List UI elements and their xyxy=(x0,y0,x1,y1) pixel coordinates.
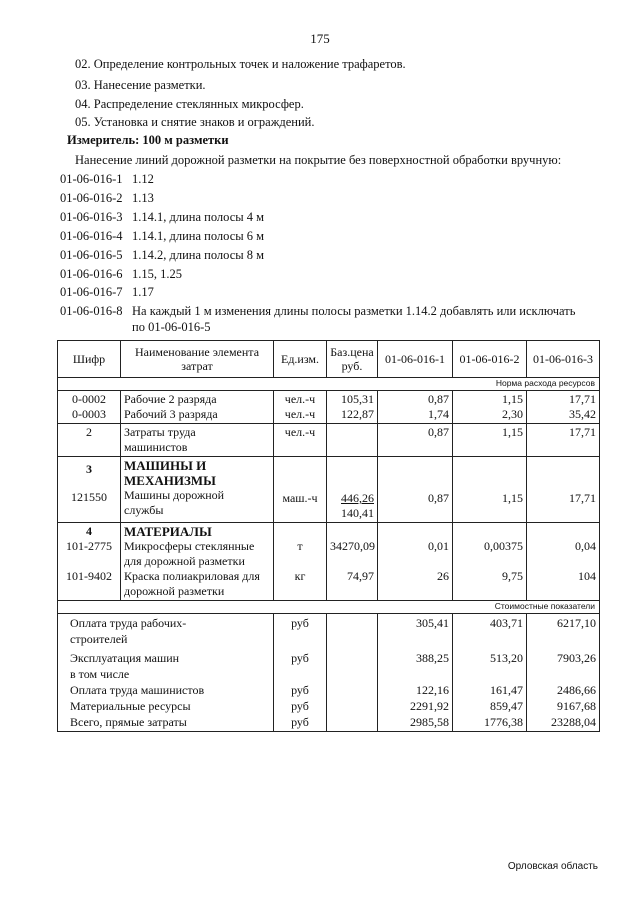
materials-title: МАТЕРИАЛЫ xyxy=(124,524,212,539)
materials-v2 xyxy=(453,523,527,601)
materials-name xyxy=(121,523,274,601)
cost-name-line: Материальные ресурсы xyxy=(70,699,191,713)
cell-v1 xyxy=(378,391,453,424)
cost-name-line: в том числе xyxy=(70,667,130,681)
machinist-v3: 17,71 xyxy=(527,424,600,457)
cost-v2-value: 1776,38 xyxy=(484,715,523,729)
labor-unit: чел.-ч xyxy=(284,392,316,406)
machinist-name xyxy=(121,424,274,457)
labor-v2: 2,30 xyxy=(502,407,523,421)
material-code: 101-2775 xyxy=(66,539,112,553)
labor-v2: 1,15 xyxy=(502,392,523,406)
code-line xyxy=(60,285,154,300)
machines-title: МАШИНЫ И xyxy=(124,458,207,473)
cost-row xyxy=(58,614,600,732)
cost-v3-value: 6217,10 xyxy=(557,616,596,630)
cost-v1 xyxy=(378,614,453,732)
material-name: для дорожной разметки xyxy=(124,554,245,568)
material-v1: 0,01 xyxy=(428,539,449,553)
code-text: На каждый 1 м изменения длины полосы разметки 1.14.2 добавлять или исключать xyxy=(132,304,576,318)
header-col-2: 01-06-016-2 xyxy=(453,341,527,378)
table-row xyxy=(58,424,600,457)
labor-v1: 1,74 xyxy=(428,407,449,421)
machines-title: МЕХАНИЗМЫ xyxy=(124,473,216,488)
machines-name-line: службы xyxy=(124,503,164,517)
header-base-price: Баз.цена руб. xyxy=(327,341,378,378)
cost-name-line: Оплата труда машинистов xyxy=(70,683,205,697)
labor-unit: чел.-ч xyxy=(284,407,316,421)
machinist-price xyxy=(327,424,378,457)
machines-name-line: Машины дорожной xyxy=(124,488,225,502)
cost-name-line: Эксплуатация машин xyxy=(70,651,180,665)
cost-unit-value: руб xyxy=(291,683,309,697)
material-name: Краска полиакриловая для xyxy=(124,569,260,583)
material-unit: кг xyxy=(294,569,306,583)
machines-price-value: 446,26 xyxy=(341,491,374,505)
materials-v1 xyxy=(378,523,453,601)
material-v2: 0,00375 xyxy=(484,539,523,553)
step-03: 03. Нанесение разметки. xyxy=(75,78,206,92)
code-text: 1.12 xyxy=(132,172,154,186)
code-id: 01-06-016-4 xyxy=(60,229,123,243)
code-id: 01-06-016-6 xyxy=(60,267,123,281)
cost-label: Стоимостные показатели xyxy=(58,601,600,614)
cost-price xyxy=(327,614,378,732)
cell-name xyxy=(121,391,274,424)
norm-label: Норма расхода ресурсов xyxy=(58,378,600,391)
code-text: 1.14.1, длина полосы 4 м xyxy=(132,210,265,224)
machinist-name-line: машинистов xyxy=(124,440,188,454)
cost-unit xyxy=(274,614,327,732)
material-v2: 9,75 xyxy=(502,569,523,583)
materials-code xyxy=(58,523,121,601)
machines-code-value: 121550 xyxy=(71,490,107,504)
cost-v2-value: 859,47 xyxy=(490,699,523,713)
table-row xyxy=(58,391,600,424)
norm-label-row xyxy=(58,378,600,391)
step-05: 05. Установка и снятие знаков и ограждений. xyxy=(75,115,315,129)
material-price: 34270,09 xyxy=(330,539,375,553)
code-line xyxy=(60,172,154,187)
cost-unit-value: руб xyxy=(291,699,309,713)
machinist-code: 2 xyxy=(58,424,121,457)
cell-v2 xyxy=(453,391,527,424)
materials-unit xyxy=(274,523,327,601)
cell-price xyxy=(327,391,378,424)
code-id: 01-06-016-5 xyxy=(60,248,123,262)
table-row xyxy=(58,523,600,601)
cost-v1-value: 305,41 xyxy=(416,616,449,630)
cost-v3-value: 23288,04 xyxy=(551,715,596,729)
material-v1: 26 xyxy=(437,569,449,583)
page-number: 175 xyxy=(310,31,330,46)
cost-v1-value: 2291,92 xyxy=(410,699,449,713)
machinist-v2: 1,15 xyxy=(453,424,527,457)
table-header-row xyxy=(58,341,600,378)
labor-code: 0-0002 xyxy=(72,392,106,406)
machinist-unit: чел.-ч xyxy=(274,424,327,457)
machinist-name-line: Затраты труда xyxy=(124,425,196,439)
resource-table xyxy=(57,340,600,732)
machines-unit: маш.-ч xyxy=(274,457,327,523)
cost-v2-value: 403,71 xyxy=(490,616,523,630)
code-text: 1.13 xyxy=(132,191,154,205)
code-id: 01-06-016-3 xyxy=(60,210,123,224)
cost-v1-value: 122,16 xyxy=(416,683,449,697)
labor-price: 122,87 xyxy=(341,407,374,421)
machines-name xyxy=(121,457,274,523)
cost-unit-value: руб xyxy=(291,616,309,630)
code-line xyxy=(60,248,264,263)
code-text-continuation: по 01-06-016-5 xyxy=(132,320,211,334)
code-line xyxy=(60,229,264,244)
labor-v3: 35,42 xyxy=(569,407,596,421)
header-name: Наименование элемента затрат xyxy=(121,341,274,378)
cost-v1-value: 388,25 xyxy=(416,651,449,665)
machines-price xyxy=(327,457,378,523)
cost-v3-value: 9167,68 xyxy=(557,699,596,713)
machines-code xyxy=(58,457,121,523)
code-id: 01-06-016-2 xyxy=(60,191,123,205)
labor-code: 0-0003 xyxy=(72,407,106,421)
material-code: 101-9402 xyxy=(66,569,112,583)
cost-v2-value: 513,20 xyxy=(490,651,523,665)
header-col-3: 01-06-016-3 xyxy=(527,341,600,378)
cost-unit-value: руб xyxy=(291,651,309,665)
machines-v3: 17,71 xyxy=(527,457,600,523)
code-text: 1.14.1, длина полосы 6 м xyxy=(132,229,265,243)
material-unit: т xyxy=(297,539,303,553)
code-line xyxy=(60,304,575,319)
code-id: 01-06-016-1 xyxy=(60,172,123,186)
labor-name: Рабочие 2 разряда xyxy=(124,392,217,406)
header-col-1: 01-06-016-1 xyxy=(378,341,453,378)
header-code: Шифр xyxy=(58,341,121,378)
labor-name: Рабочий 3 разряда xyxy=(124,407,218,421)
code-text: 1.17 xyxy=(132,285,154,299)
materials-section: 4 xyxy=(86,524,92,538)
cost-v2-value: 161,47 xyxy=(490,683,523,697)
code-line xyxy=(60,267,182,282)
labor-price: 105,31 xyxy=(341,392,374,406)
cell-v3 xyxy=(527,391,600,424)
code-text: 1.14.2, длина полосы 8 м xyxy=(132,248,265,262)
cost-label-row xyxy=(58,601,600,614)
machines-v2: 1,15 xyxy=(453,457,527,523)
material-price: 74,97 xyxy=(347,569,374,583)
material-v3: 0,04 xyxy=(575,539,596,553)
step-02: 02. Определение контрольных точек и наложение трафаретов. xyxy=(75,57,406,71)
machines-section: 3 xyxy=(86,462,92,476)
material-name: дорожной разметки xyxy=(124,584,225,598)
materials-price xyxy=(327,523,378,601)
labor-v1: 0,87 xyxy=(428,392,449,406)
cost-v3 xyxy=(527,614,600,732)
cost-name xyxy=(58,614,274,732)
code-text: 1.15, 1.25 xyxy=(132,267,182,281)
measure-unit: Измеритель: 100 м разметки xyxy=(67,133,229,147)
cost-name-line: строителей xyxy=(70,632,128,646)
cost-v1-value: 2985,58 xyxy=(410,715,449,729)
materials-v3 xyxy=(527,523,600,601)
material-v3: 104 xyxy=(578,569,596,583)
cost-unit-value: руб xyxy=(291,715,309,729)
labor-v3: 17,71 xyxy=(569,392,596,406)
header-unit: Ед.изм. xyxy=(274,341,327,378)
code-id: 01-06-016-7 xyxy=(60,285,123,299)
machines-v1: 0,87 xyxy=(378,457,453,523)
code-line xyxy=(60,210,264,225)
cost-name-line: Всего, прямые затраты xyxy=(70,715,187,729)
machinist-v1: 0,87 xyxy=(378,424,453,457)
machines-price-value-2: 140,41 xyxy=(341,506,374,520)
footer-region: Орловская область xyxy=(507,861,598,872)
work-description: Нанесение линий дорожной разметки на покрытие без поверхностной обработки вручную: xyxy=(75,153,562,167)
cell-code xyxy=(58,391,121,424)
code-line xyxy=(60,191,154,206)
cost-name-line: Оплата труда рабочих- xyxy=(70,616,187,630)
material-name: Микросферы стеклянные xyxy=(124,539,255,553)
step-04: 04. Распределение стеклянных микросфер. xyxy=(75,97,304,111)
cost-v3-value: 7903,26 xyxy=(557,651,596,665)
table-row xyxy=(58,457,600,523)
cost-v3-value: 2486,66 xyxy=(557,683,596,697)
cell-unit xyxy=(274,391,327,424)
cost-v2 xyxy=(453,614,527,732)
code-id: 01-06-016-8 xyxy=(60,304,123,318)
